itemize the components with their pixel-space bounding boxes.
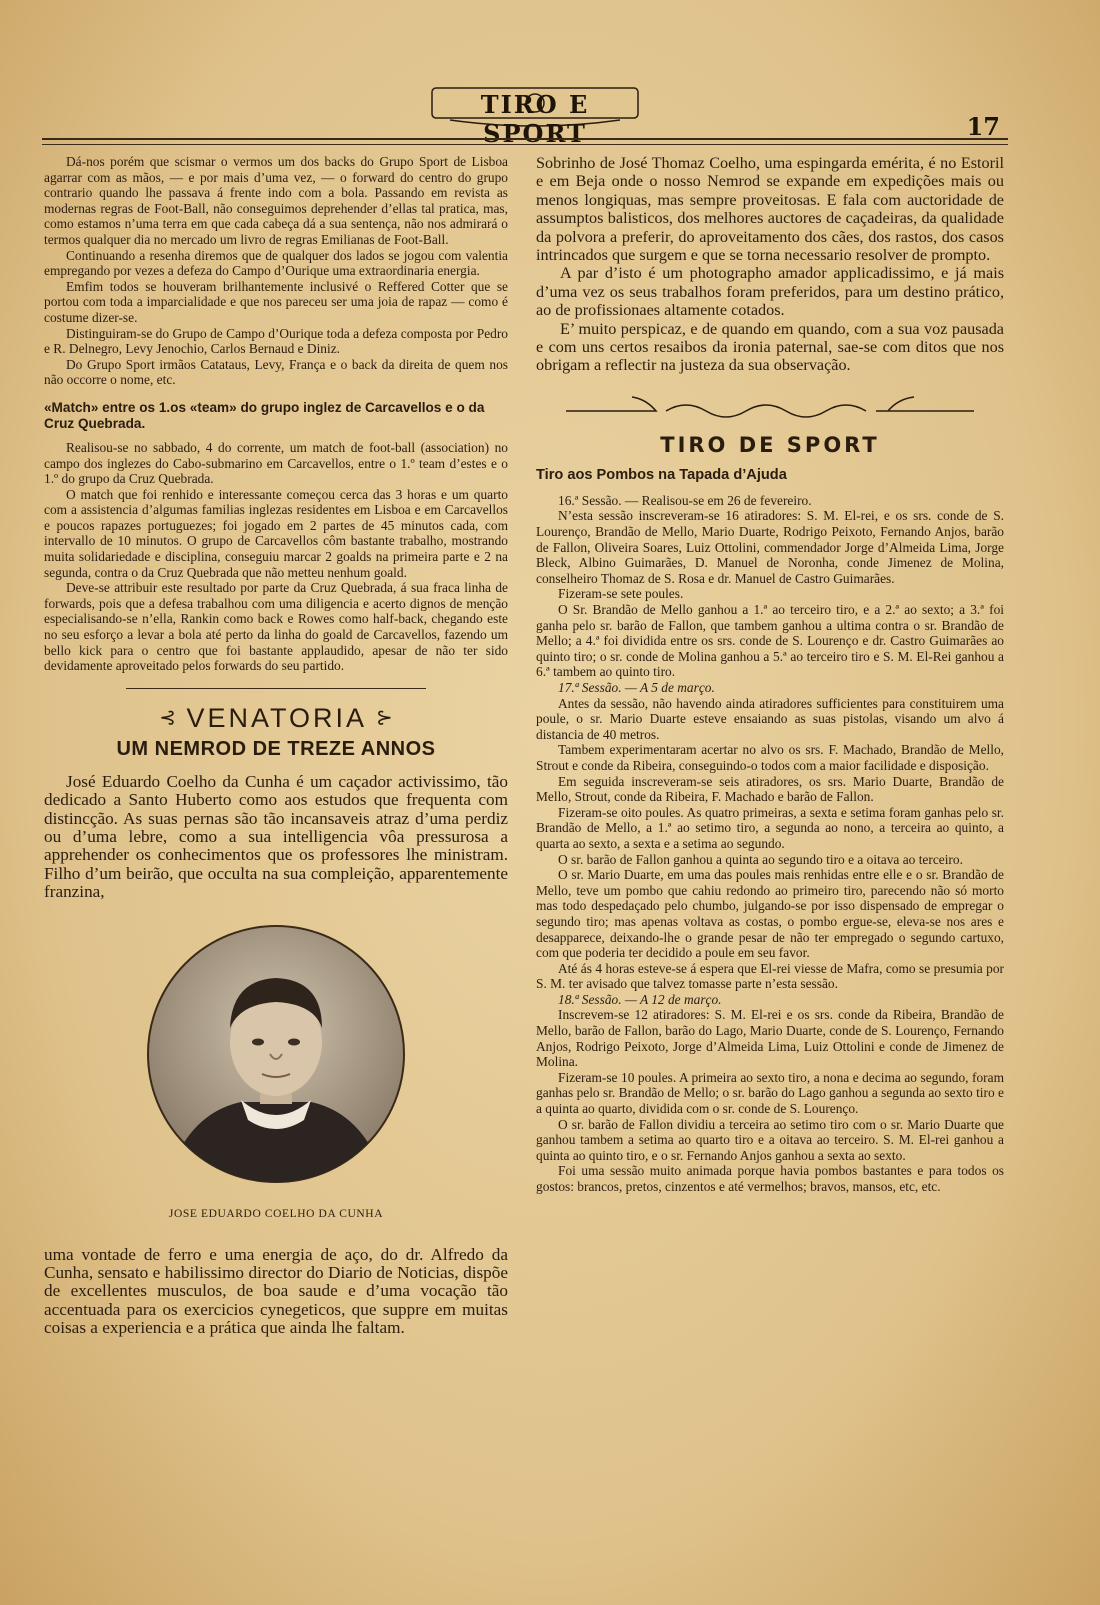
paragraph: Antes da sessão, não havendo ainda atiradores sufficientes para constituirem uma poule, o sr. Mario Duarte esteve ensaiando as suas pistolas, visando um alvo á distancia de 40 metros.	[536, 695, 1004, 742]
paragraph: N’esta sessão inscreveram-se 16 atiradores: S. M. El-rei, e os srs. conde de S. Lourenço, Brandão de Mello, Mario Duarte, Rodrigo Peixoto, Fernando Anjos, barão de Fallon, Oliveira Soares, Luiz Ottolini, commendador Jorge d’Almeida Lima, Jorge Bleck, Albino Guimarães, D. Manuel de Noronha, conde Jimenez de Molina, conselheiro Thomaz de S. Rosa e dr. Manuel de Castro Guimarães.	[536, 508, 1004, 586]
paragraph: O Sr. Brandão de Mello ganhou a 1.ª ao terceiro tiro, e a 2.ª ao sexto; a 3.ª foi ganha pelo sr. barão de Fallon, que tambem ganhou a ultima contra o sr. Brandão de Mello; a 4.ª foi dividida entre os srs. conde de S. Lourenço e dr. Castro Guimarães ao quinto tiro; o sr. conde de Molina ganhou a 5.ª ao terceiro tiro e S. M. El-Rei ganhou a 6.ª tambem ao quinto tiro.	[536, 602, 1004, 680]
paragraph: Do Grupo Sport irmãos Catataus, Levy, França e o back da direita de quem nos não occorre o nome, etc.	[44, 356, 508, 388]
portrait-image	[146, 924, 406, 1184]
paragraph: Até ás 4 horas esteve-se á espera que El-rei viesse de Mafra, como se presumia por S. M. ter avisado que talvez tomasse parte n’esta sessão.	[536, 960, 1004, 992]
session-heading: 17.ª Sessão. — A 5 de março.	[558, 680, 715, 695]
venatoria-title: VENATORIA	[186, 702, 366, 733]
article-title: UM NEMROD DE TREZE ANNOS	[116, 737, 436, 760]
masthead-title: TIRO E SPORT	[480, 90, 590, 148]
paragraph: O sr. barão de Fallon ganhou a quinta ao segundo tiro e a oitava ao terceiro.	[558, 851, 963, 867]
venatoria-heading	[44, 703, 508, 734]
tiro-subtitle: Tiro aos Pombos na Tapada d’Ajuda	[536, 466, 787, 483]
paragraph: Dá-nos porém que scismar o vermos um dos backs do Grupo Sport de Lisboa agarrar com as mãos, — e por mais d’uma vez, — o forward do centro do grupo contrario quando lhe passava á frente indo com a bola. Passando em revista as modernas regras de Foot-Ball, não conseguimos deprehender d’ellas tal pratica, mas, como estamos n’uma terra em que cada cabeça dá a sua sentença, não nos admirará o termos qualquer dia no mercado um livro de regras Emilianas de Foot-Ball.	[44, 154, 508, 247]
decorative-divider	[536, 393, 1004, 423]
ornament-left-icon: ⊰	[159, 706, 176, 729]
paragraph: Continuando a resenha diremos que de qualquer dos lados se jogou com valentia empregando por vezes a defeza do Campo d’Ourique uma extraordinaria energia.	[44, 247, 508, 279]
section-divider	[126, 688, 426, 689]
session-heading: 16.ª Sessão. — Realisou-se em 26 de fevereiro.	[558, 492, 812, 508]
tiro-section-title: TIRO DE SPORT	[660, 432, 880, 457]
paragraph: Distinguiram-se do Grupo de Campo d’Ourique toda a defeza composta por Pedro e R. Delnegro, Levy Jenochio, Carlos Bernaud e Diniz.	[44, 325, 508, 357]
paragraph: A par d’isto é um photographo amador applicadissimo, e já mais d’uma vez os seus trabalhos foram preferidos, para um destino prático, ao de profissionaes altamente cotados.	[536, 264, 1004, 320]
paragraph: José Eduardo Coelho da Cunha é um caçador activissimo, tão dedicado a Santo Huberto como aos estudos que frequenta com distincção. As suas pernas são tão incansaveis atraz d’uma perdiz ou d’uma lebre, como a sua intelligencia vôa pressurosa a apprehender os conhecimentos que os professores lhe ministram. Filho d’um beirão, que occulta na sua compleição, apparentemente franzina,	[44, 771, 508, 902]
paragraph: Foi uma sessão muito animada porque havia pombos bastantes e para todos os gostos: brancos, pretos, cinzentos e até vermelhos; bravos, mansos, etc, etc.	[536, 1163, 1004, 1194]
paragraph: Fizeram-se oito poules. As quatro primeiras, a sexta e setima foram ganhas pelo sr. Brandão de Mello, a 1.ª ao setimo tiro, a segunda ao nono, a terceira ao quinto, a quarta ao sexto, a sexta e a setima ao segundo.	[536, 804, 1004, 851]
portrait-photo	[146, 924, 406, 1184]
ornament-right-icon: ⊱	[376, 706, 393, 729]
paragraph: O match que foi renhido e interessante começou cerca das 3 horas e um quarto com a assistencia d’algumas familias inglezas residentes em Lisboa e em Carcavellos e poucos rapazes portuguezes; foi jogado em 2 partes de 45 minutos cada, com intervallo de 10 minutos. O grupo de Carcavellos côm bastante trabalho, mostrando muita solidariedade e disciplina, conseguiu marcar 2 goalds na primeira parte e 2 na segunda, contra o da Cruz Quebrada que não metteu nenhum goald.	[44, 486, 508, 580]
session-heading: 18.ª Sessão. — A 12 de março.	[558, 991, 722, 1007]
nemrod-article-continued	[44, 1246, 508, 1338]
paragraph: Inscrevem-se 12 atiradores: S. M. El-rei e os srs. conde da Ribeira, Brandão de Mello, barão de Fallon, barão do Lago, Mario Duarte, conde de S. Lourenço, Fernando Anjos, Rodrigo Peixoto, Jorge d’Almeida Lima, Luiz Ottolini e conde de Jimenez de Molina.	[536, 1007, 1004, 1070]
paragraph: O sr. Mario Duarte, em uma das poules mais renhidas entre elle e o sr. Brandão de Mello, teve um pombo que cahiu redondo ao primeiro tiro, parecendo não só morto mas todo despedaçado pelo chumbo, julgando-se por isso dispensado de empregar o segundo tiro; mas apenas voltava as costas, o pombo ergue-se, eleva-se nos ares e desapparece, deixando-lhe o grande pesar de não ter empregado o segundo cartuxo, com que poderia ter decidido a poule em seu favor.	[536, 867, 1004, 961]
paragraph: O sr. barão de Fallon dividiu a terceira ao setimo tiro com o sr. Mario Duarte que ganhou tambem a setima ao quarto tiro e a oitava ao terceiro. S. M. El-rei ganhou a quinta ao quinto tiro, e o sr. Fernando Anjos ganhou a sexta ao sexto.	[536, 1116, 1004, 1163]
paragraph: Em seguida inscreveram-se seis atiradores, os srs. Mario Duarte, Brandão de Mello, Strout, conde da Ribeira, F. Machado e barão de Fallon.	[536, 773, 1004, 805]
paragraph: Fizeram-se sete poules.	[558, 586, 684, 602]
paragraph: Tambem experimentaram acertar no alvo os srs. F. Machado, Brandão de Mello, Strout e conde da Ribeira, conseguindo-o todos com a maior facilidade e disposição.	[536, 742, 1004, 773]
football-report	[44, 154, 508, 674]
nemrod-article-start	[44, 773, 508, 902]
paragraph: Sobrinho de José Thomaz Coelho, uma espingarda emérita, é no Estoril e em Beja onde o nosso Nemrod se expande em expedições mais ou menos longiquas, mas sempre proveitosas. E fala com auctoridade de assumptos balisticos, dos melhores auctores de caçadeiras, da qualidade da polvora a preferir, do aproveitamento dos cães, dos rastos, dos casos intrincados que surgem e que se torna necessario resolver de prompto.	[536, 154, 1004, 265]
paragraph: uma vontade de ferro e uma energia de aço, do dr. Alfredo da Cunha, sensato e habilissimo director do Diario de Noticias, dispõe de excellentes musculos, de boa saude e d’uma vocação tão accentuada para os exercicios cynegeticos, que suppre em muitas coisas a experiencia e a prática que ainda lhe faltam.	[44, 1244, 508, 1338]
match-heading: «Match» entre os 1.os «team» do grupo inglez de Carcavellos e o da Cruz Quebrada.	[44, 399, 485, 431]
paragraph: Deve-se attribuir este resultado por parte da Cruz Quebrada, á sua fraca linha de forwards, pois que a defesa trabalhou com uma diligencia e acerto dignos de menção especialisando-se n’ella, Rankin como back e Rowes como half-back, chegando este no seu esforço a levar a bola até perto da linha do goald de Carcavellos, fazendo um bello kick para o centro que foi bastante applaudido, apesar de não ter sido devidamente aproveitado pelos forwards do seu partido.	[44, 580, 508, 674]
right-column	[536, 154, 1004, 1195]
nemrod-article-end	[536, 154, 1004, 375]
portrait-caption: JOSE EDUARDO COELHO DA CUNHA	[168, 1207, 384, 1220]
flourish-icon	[536, 393, 1004, 423]
tiro-report	[536, 493, 1004, 1195]
left-column	[44, 154, 508, 1338]
paragraph: Fizeram-se 10 poules. A primeira ao sexto tiro, a nona e decima ao segundo, foram ganhas pelo sr. Brandão de Mello; o sr. barão do Lago ganhou a segunda ao sexto tiro e a quinta ao quarto, dividida com o sr. conde de S. Lourenço.	[536, 1069, 1004, 1117]
header-rule	[42, 138, 1008, 145]
paragraph: Realisou-se no sabbado, 4 do corrente, um match de foot-ball (association) no campo dos inglezes do Cabo-submarino em Carcavellos, entre o 1.º team d’estes e o 1.º do grupo da Cruz Quebrada.	[44, 439, 508, 487]
paragraph: Emfim todos se houveram brilhantemente inclusivé o Reffered Cotter que se portou com toda a imparcialidade e que nos pareceu ser uma joia de rapaz — como é costume dizer-se.	[44, 278, 508, 325]
masthead	[430, 84, 640, 148]
page-number: 17	[966, 112, 1000, 141]
paragraph: E’ muito perspicaz, e de quando em quando, com a sua voz pausada e com uns certos resaibos da ironia paternal, sae-se com ditos que nos obrigam a reflectir na justeza da sua observação.	[536, 319, 1004, 375]
